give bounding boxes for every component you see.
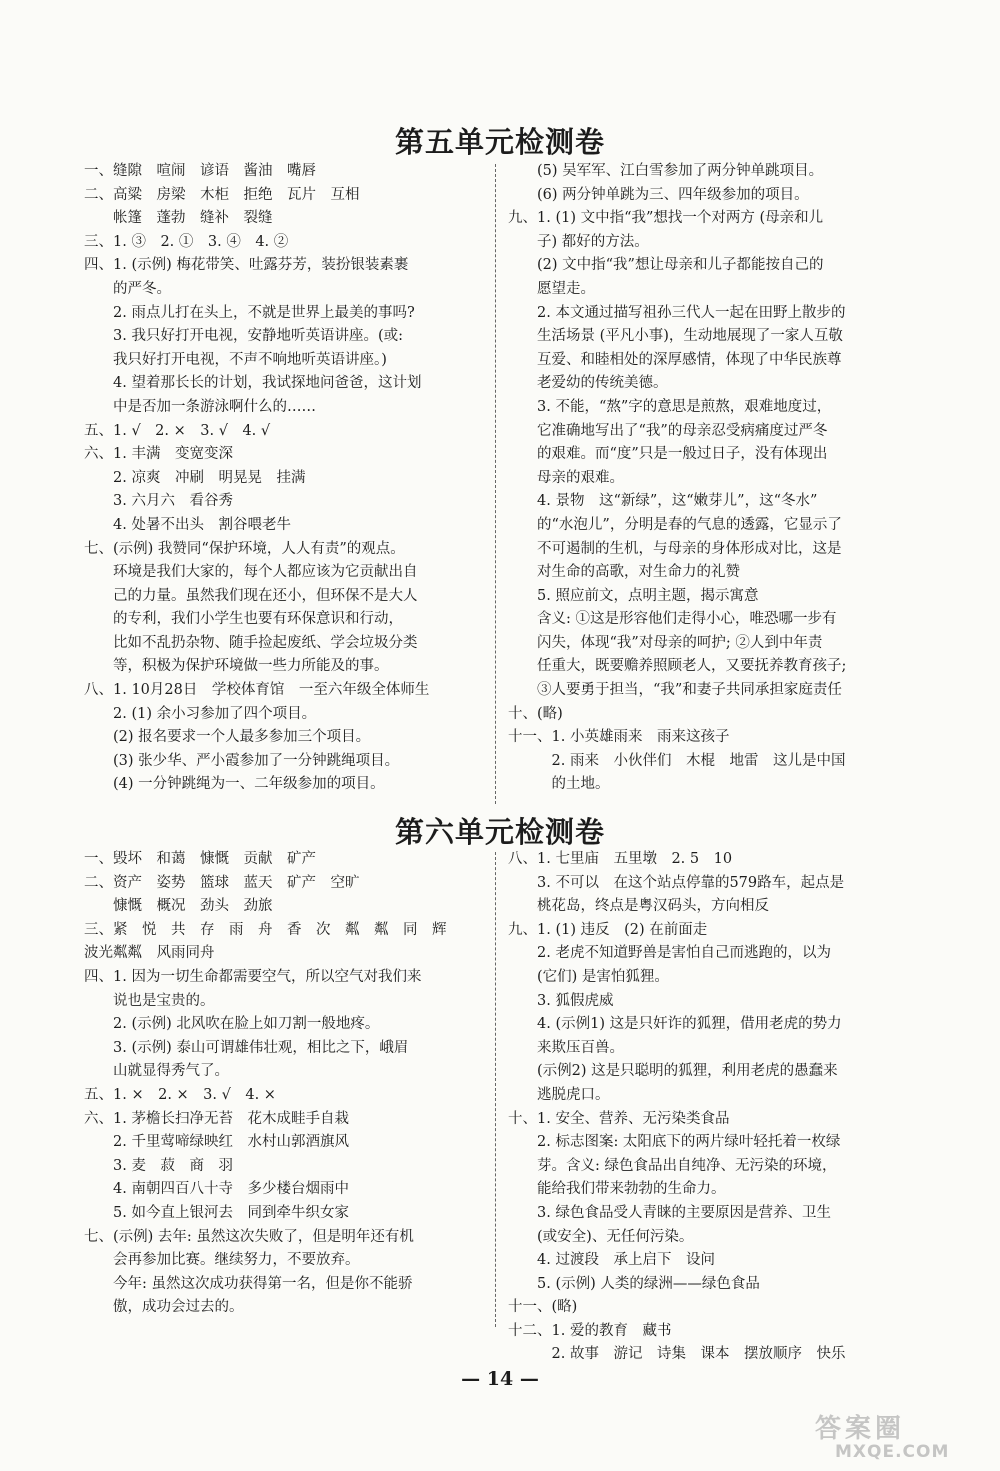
answer-line: 3. 不能，“熬”字的意思是煎熬，艰难地度过， (508, 398, 832, 415)
answer-line: 老爱幼的传统美德。 (508, 375, 668, 392)
answer-line: 逃脱虎口。 (508, 1086, 610, 1103)
column-divider (495, 852, 496, 1327)
answer-line: 帐篷 蓬勃 缝补 裂缝 (84, 210, 273, 227)
unit-6-right-column (508, 848, 928, 1367)
answer-line: 慷慨 概况 劲头 劲旅 (84, 898, 273, 915)
section-title-unit-5: 第五单元检测卷 (394, 125, 605, 159)
answer-line: 八、1. 七里庙 五里墩 2. 5 10 (508, 851, 733, 867)
answer-line: 3. (示例) 泰山可谓雄伟壮观，相比之下，峨眉 (84, 1039, 409, 1056)
answer-line: 对生命的高歌，对生命力的礼赞 (508, 564, 740, 581)
answer-line: 一、毁坏 和蔼 慷慨 贡献 矿产 (84, 851, 316, 867)
answer-line: 4. 过渡段 承上启下 设问 (508, 1252, 715, 1269)
unit-5-left-column (84, 160, 489, 797)
answer-line: 的艰难。而“度”只是一般过日子，没有体现出 (508, 446, 828, 463)
answer-line: (4) 一分钟跳绳为一、二年级参加的项目。 (84, 776, 385, 793)
answer-line: 十、(略) (508, 705, 563, 722)
answer-line: 闪失，体现“我”对母亲的呵护; ②人到中年责 (508, 634, 823, 651)
answer-line: 5. 照应前文，点明主题，揭示寓意 (508, 587, 759, 604)
unit-5-right-column (508, 160, 928, 797)
answer-line: (示例2) 这是只聪明的狐狸，利用老虎的愚蠢来 (508, 1063, 838, 1080)
answer-line: (5) 吴军军、江白雪参加了两分钟单跳项目。 (508, 163, 824, 179)
answer-line: 十二、1. 爱的教育 藏书 (508, 1322, 672, 1339)
answer-line: 十一、1. 小英雄雨来 雨来这孩子 (508, 729, 730, 746)
answer-line: 波光粼粼 风雨同舟 (84, 945, 215, 962)
page-number: — 14 — (461, 1368, 539, 1390)
answer-line: 的土地。 (508, 776, 610, 793)
answer-line: 比如不乱扔杂物、随手捡起废纸、学会垃圾分类 (84, 634, 418, 651)
answer-line: 它准确地写出了“我”的母亲忍受病痛度过严冬 (508, 422, 828, 439)
answer-line: 四、1. (示例) 梅花带笑、吐露芬芳，装扮银装素裹 (84, 257, 409, 274)
answer-line: 不可遏制的生机，与母亲的身体形成对比，这是 (508, 540, 842, 557)
answer-line: 七、(示例) 去年: 虽然这次失败了，但是明年还有机 (84, 1228, 414, 1245)
site-watermark (815, 1415, 985, 1465)
answer-line: 2. 标志图案: 太阳底下的两片绿叶轻托着一枚绿 (508, 1134, 841, 1151)
answer-line: ③人要勇于担当，“我”和妻子共同承担家庭责任 (508, 682, 842, 699)
answer-line: 4. 景物 这“新绿”，这“嫩芽儿”，这“冬水” (508, 493, 818, 510)
answer-line: 己的力量。虽然我们现在还小，但环保不是大人 (84, 587, 418, 604)
answer-line: (2) 报名要求一个人最多参加三个项目。 (84, 729, 371, 746)
answer-line: 会再参加比赛。继续努力，不要放弃。 (84, 1252, 360, 1269)
answer-line: (6) 两分钟单跳为三、四年级参加的项目。 (508, 186, 809, 203)
answer-line: 的“水泡儿”，分明是春的气息的透露，它显示了 (508, 516, 842, 533)
answer-line: (2) 文中指“我”想让母亲和儿子都能按自己的 (508, 257, 824, 274)
answer-line: 2. 凉爽 冲刷 明晃晃 挂满 (84, 469, 306, 486)
answer-line: (它们) 是害怕狐狸。 (508, 968, 669, 985)
answer-line: 今年: 虽然这次成功获得第一名，但是你不能骄 (84, 1275, 413, 1292)
answer-line: 3. 绿色食品受人青睐的主要原因是营养、卫生 (508, 1204, 831, 1221)
answer-line: 山就显得秀气了。 (84, 1063, 229, 1080)
answer-line: 含义: ①这是形容他们走得小心，唯恐哪一步有 (508, 611, 837, 628)
section-title-unit-6: 第六单元检测卷 (394, 815, 605, 849)
unit-6-left-column (84, 848, 489, 1320)
answer-line: 2. 本文通过描写祖孙三代人一起在田野上散步的 (508, 304, 846, 321)
watermark-url: MXQE.COM (835, 1442, 950, 1462)
answer-line: 五、1. × 2. × 3. √ 4. × (84, 1086, 276, 1103)
answer-line: 九、1. (1) 违反 (2) 在前面走 (508, 921, 708, 938)
answer-line: 芽。含义: 绿色食品出自纯净、无污染的环境， (508, 1157, 837, 1174)
answer-line: 3. 我只好打开电视，安静地听英语讲座。(或: (84, 328, 403, 345)
answer-line: 4. 处暑不出头 割谷喂老牛 (84, 516, 291, 533)
answer-line: 任重大，既要赡养照顾老人，又要抚养教育孩子; (508, 658, 847, 675)
answer-line: (3) 张少华、严小霞参加了一分钟跳绳项目。 (84, 752, 400, 769)
answer-line: 愿望走。 (508, 280, 595, 297)
answer-line: 能给我们带来勃勃的生命力。 (508, 1181, 726, 1198)
answer-line: 傲，成功会过去的。 (84, 1299, 244, 1316)
answer-line: 来欺压百兽。 (508, 1039, 624, 1056)
answer-line: 说也是宝贵的。 (84, 992, 215, 1009)
answer-line: 二、高粱 房梁 木柜 拒绝 瓦片 互相 (84, 186, 360, 203)
answer-line: 2. (1) 余小习参加了四个项目。 (84, 705, 317, 722)
answer-line: 一、缝隙 喧闹 谚语 酱油 嘴唇 (84, 163, 316, 179)
answer-line: 子) 都好的方法。 (508, 233, 649, 250)
answer-line: 3. 麦 菽 商 羽 (84, 1157, 233, 1174)
column-divider (495, 164, 496, 804)
answer-line: 4. (示例1) 这是只奸诈的狐狸，借用老虎的势力 (508, 1016, 842, 1033)
answer-line: 八、1. 10月28日 学校体育馆 一至六年级全体师生 (84, 682, 430, 699)
answer-line: 的严冬。 (84, 280, 171, 297)
answer-line: 2. 故事 游记 诗集 课本 摆放顺序 快乐 (508, 1346, 846, 1363)
answer-line: 九、1. (1) 文中指“我”想找一个对两方 (母亲和儿 (508, 210, 824, 227)
answer-line: 5. 如今直上银河去 同到牵牛织女家 (84, 1204, 349, 1221)
answer-line: 二、资产 姿势 篮球 蓝天 矿产 空旷 (84, 874, 360, 891)
watermark-logo-text: 答案圈 (815, 1414, 906, 1444)
answer-line: 2. (示例) 北风吹在脸上如刀割一般地疼。 (84, 1016, 380, 1033)
answer-line: 等，积极为保护环境做一些力所能及的事。 (84, 658, 389, 675)
answer-line: 互爱、和睦相处的深厚感情，体现了中华民族尊 (508, 351, 842, 368)
answer-line: 3. 六月六 看谷秀 (84, 493, 233, 510)
answer-line: 4. 望着那长长的计划，我试探地问爸爸，这计划 (84, 375, 422, 392)
answer-line: 六、1. 丰满 变宽变深 (84, 446, 233, 463)
answer-line: 2. 千里莺啼绿映红 水村山郭酒旗风 (84, 1134, 349, 1151)
answer-line: 3. 不可以 在这个站点停靠的579路车，起点是 (508, 874, 845, 891)
answer-line: 七、(示例) 我赞同“保护环境，人人有责”的观点。 (84, 540, 405, 557)
answer-line: 四、1. 因为一切生命都需要空气，所以空气对我们来 (84, 968, 422, 985)
answer-line: 环境是我们大家的，每个人都应该为它贡献出自 (84, 564, 418, 581)
answer-line: (或安全)、无任何污染。 (508, 1228, 694, 1245)
answer-line: 三、紧 悦 共 存 雨 舟 香 次 粼 粼 同 辉 (84, 921, 447, 938)
answer-line: 六、1. 茅檐长扫净无苔 花木成畦手自栽 (84, 1110, 349, 1127)
answer-line: 桃花岛，终点是粤汉码头，方向相反 (508, 898, 769, 915)
answer-line: 五、1. √ 2. × 3. √ 4. √ (84, 422, 271, 439)
answer-line: 三、1. ③ 2. ① 3. ④ 4. ② (84, 233, 289, 250)
answer-line: 中是否加一条游泳啊什么的…… (84, 398, 316, 415)
answer-line: 我只好打开电视，不声不响地听英语讲座。) (84, 351, 387, 368)
answer-line: 2. 老虎不知道野兽是害怕自己而逃跑的，以为 (508, 945, 831, 962)
answer-line: 十一、(略) (508, 1299, 578, 1316)
answer-line: 2. 雨来 小伙伴们 木棍 地雷 这儿是中国 (508, 752, 846, 769)
answer-line: 2. 雨点儿打在头上，不就是世界上最美的事吗? (84, 304, 415, 321)
answer-line: 母亲的艰难。 (508, 469, 624, 486)
answer-line: 3. 狐假虎威 (508, 992, 614, 1009)
answer-line: 十、1. 安全、营养、无污染类食品 (508, 1110, 730, 1127)
answer-line: 的专利，我们小学生也要有环保意识和行动， (84, 611, 403, 628)
answer-line: 4. 南朝四百八十寺 多少楼台烟雨中 (84, 1181, 349, 1198)
answer-line: 生活场景 (平凡小事)，生动地展现了一家人互敬 (508, 328, 843, 345)
answer-line: 5. (示例) 人类的绿洲——绿色食品 (508, 1275, 760, 1292)
